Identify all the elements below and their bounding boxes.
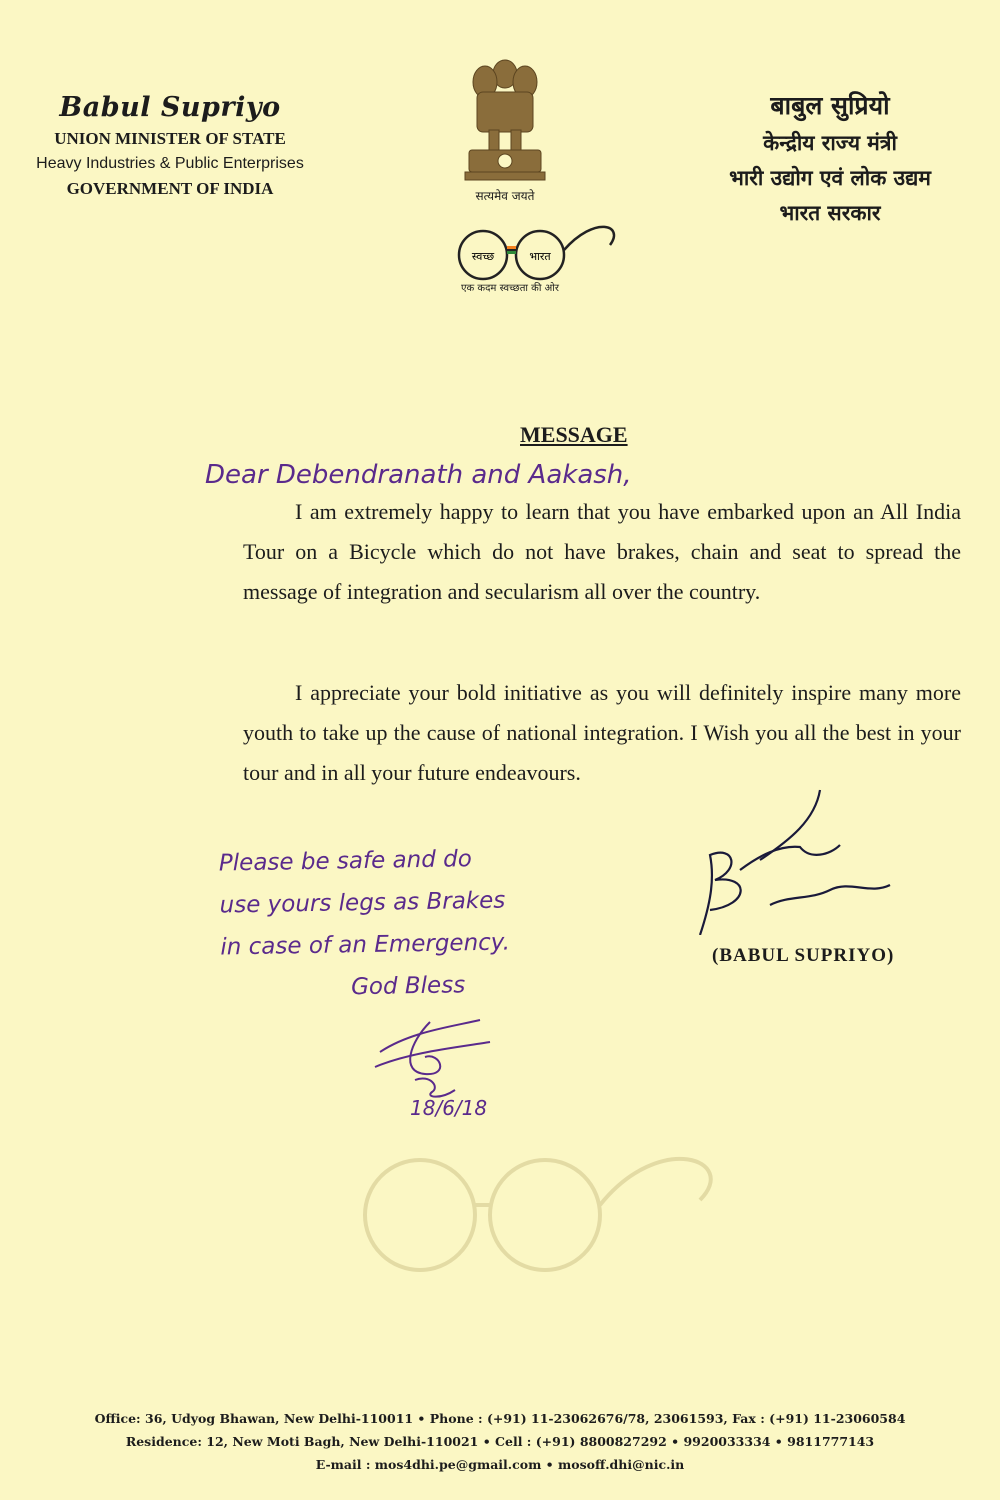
government-label-hindi: भारत सरकार — [779, 201, 881, 225]
national-emblem-icon — [455, 52, 555, 192]
minister-department-hindi: भारी उद्योग एवं लोक उद्यम — [729, 166, 931, 190]
footer-residence: Residence: 12, New Moti Bagh, New Delhi-110021 • Cell : (+91) 8800827292 • 9920033334 • 9811777143 — [125, 1434, 875, 1449]
swachh-watermark-icon — [340, 1140, 740, 1340]
handwritten-note — [219, 837, 511, 1010]
handwritten-line: use yours legs as Brakes — [219, 887, 506, 919]
message-paragraph-1-text: I am extremely happy to learn that you have embarked upon an All India Tour on a Bicycle which do not have brakes, chain and seat to spread the message of integration and secularism all over the country. — [243, 499, 961, 604]
swachh-tagline: एक कदम स्वच्छता की ओर — [461, 283, 559, 294]
footer-office: Office: 36, Udyog Bhawan, New Delhi-110011 • Phone : (+91) 11-23062676/78, 23061593, Fax : (+91) 11-23060584 — [94, 1411, 906, 1426]
handwritten-date: 18/6/18 — [410, 1096, 488, 1120]
handwritten-line: in case of an Emergency. — [220, 929, 511, 961]
handwritten-line: God Bless — [350, 972, 466, 1001]
letterhead-english — [0, 92, 340, 199]
message-paragraph-2 — [243, 673, 961, 793]
letter-footer — [0, 1407, 1000, 1476]
signatory-name: (BABUL SUPRIYO) — [712, 945, 895, 966]
footer-email: E-mail : mos4dhi.pe@gmail.com • mosoff.dhi@nic.in — [315, 1457, 685, 1472]
minister-title: UNION MINISTER OF STATE — [54, 129, 286, 148]
minister-title-hindi: केन्द्रीय राज्य मंत्री — [763, 131, 897, 155]
minister-name-hindi: बाबुल सुप्रियो — [770, 91, 890, 120]
message-paragraph-1 — [243, 492, 961, 612]
letterhead-hindi — [690, 88, 970, 234]
minister-name: Babul Supriyo — [59, 92, 281, 123]
message-heading: MESSAGE — [520, 422, 628, 447]
swachh-left-text: स्वच्छ — [471, 250, 495, 263]
message-paragraph-2-text: I appreciate your bold initiative as you will definitely inspire many more youth to take up the cause of national integration. I Wish you all the best in your tour and in all your future endeavours. — [243, 680, 961, 785]
handwritten-line: Please be safe and do — [218, 846, 473, 877]
minister-signature-icon — [680, 785, 910, 935]
swachh-right-text: भारत — [529, 250, 551, 263]
emblem-motto: सत्यमेव जयते — [475, 189, 535, 203]
government-label: GOVERNMENT OF INDIA — [66, 179, 274, 198]
handwritten-salutation: Dear Debendranath and Aakash, — [205, 460, 632, 490]
initials-signature-icon — [370, 1012, 500, 1102]
minister-department: Heavy Industries & Public Enterprises — [36, 155, 304, 172]
